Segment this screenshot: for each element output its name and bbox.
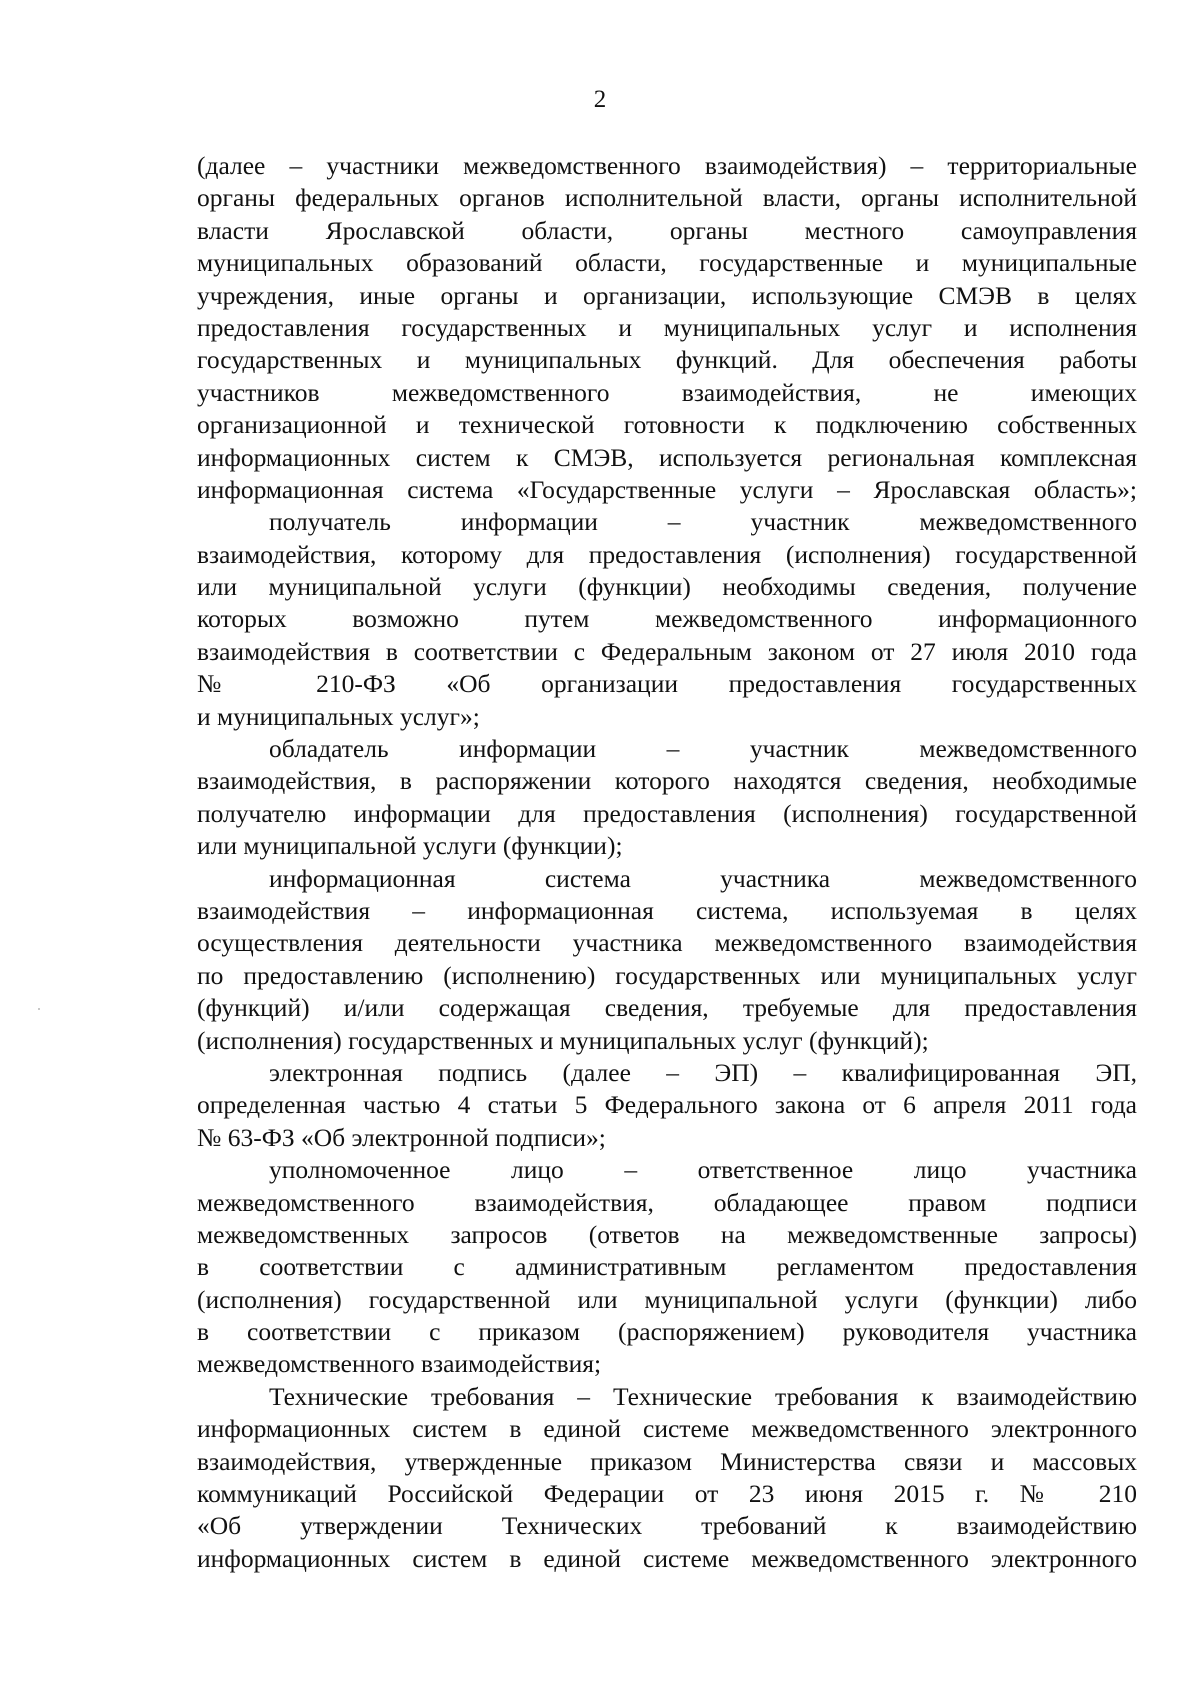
text-line: коммуникаций Российской Федерации от 23 июня 2015 г. № 210 <box>197 1479 1137 1509</box>
text-line: получателю информации для предоставления (исполнения) государственной <box>197 798 1137 828</box>
text-line: получатель информации – участник межведомственного <box>269 507 1137 537</box>
text-line: обладатель информации – участник межведомственного <box>269 734 1137 764</box>
text-line: № 210-ФЗ «Об организации предоставления государственных <box>197 669 1137 699</box>
text-line: муниципальных образований области, государственные и муниципальные <box>197 248 1137 278</box>
text-line: межведомственного взаимодействия; <box>197 1349 602 1379</box>
text-line: информационных систем в единой системе межведомственного электронного <box>197 1543 1137 1573</box>
text-line: № 63-ФЗ «Об электронной подписи»; <box>197 1122 606 1152</box>
text-line: организационной и технической готовности к подключению собственных <box>197 410 1137 440</box>
text-line: взаимодействия, утвержденные приказом Министерства связи и массовых <box>197 1446 1137 1476</box>
scan-speck <box>38 1008 40 1010</box>
text-line: по предоставлению (исполнению) государственных или муниципальных услуг <box>197 960 1137 990</box>
text-line: или муниципальной услуги (функции) необходимы сведения, получение <box>197 572 1137 602</box>
text-line: информационная система «Государственные услуги – Ярославская область»; <box>197 474 1137 504</box>
text-line: (далее – участники межведомственного взаимодействия) – территориальные <box>197 151 1137 180</box>
text-line: осуществления деятельности участника межведомственного взаимодействия <box>197 928 1137 958</box>
text-line: взаимодействия – информационная система, используемая в целях <box>197 895 1137 925</box>
text-line: органы федеральных органов исполнительной власти, органы исполнительной <box>197 183 1137 213</box>
text-line: власти Ярославской области, органы местного самоуправления <box>197 215 1137 245</box>
text-line: в соответствии с приказом (распоряжением) руководителя участника <box>197 1317 1137 1347</box>
page-number: 2 <box>593 86 607 113</box>
text-line: государственных и муниципальных функций. Для обеспечения работы <box>197 345 1137 375</box>
text-line: взаимодействия, которому для предоставления (исполнения) государственной <box>197 539 1137 569</box>
text-line: информационная система участника межведомственного <box>269 863 1137 893</box>
text-line: информационных систем к СМЭВ, используется региональная комплексная <box>197 442 1137 472</box>
text-line: определенная частью 4 статьи 5 Федерального закона от 6 апреля 2011 года <box>197 1090 1137 1120</box>
text-line: Технические требования – Технические требования к взаимодействию <box>269 1381 1137 1411</box>
text-line: межведомственных запросов (ответов на межведомственные запросы) <box>197 1219 1137 1249</box>
document-body <box>197 150 1137 1575</box>
text-line: участников межведомственного взаимодействия, не имеющих <box>197 377 1137 407</box>
text-line: предоставления государственных и муниципальных услуг и исполнения <box>197 312 1137 342</box>
text-line: уполномоченное лицо – ответственное лицо участника <box>269 1155 1137 1185</box>
text-line: «Об утверждении Технических требований к взаимодействию <box>197 1511 1137 1541</box>
text-line: взаимодействия в соответствии с Федеральным законом от 27 июля 2010 года <box>197 636 1137 666</box>
text-line: и муниципальных услуг»; <box>197 701 480 731</box>
text-line: или муниципальной услуги (функции); <box>197 831 623 861</box>
text-line: в соответствии с административным регламентом предоставления <box>197 1252 1137 1282</box>
text-line: информационных систем в единой системе межведомственного электронного <box>197 1414 1137 1444</box>
text-line: электронная подпись (далее – ЭП) – квалифицированная ЭП, <box>269 1057 1137 1087</box>
text-line: (исполнения) государственной или муниципальной услуги (функции) либо <box>197 1284 1137 1314</box>
text-line: межведомственного взаимодействия, обладающее правом подписи <box>197 1187 1137 1217</box>
text-line: (исполнения) государственных и муниципальных услуг (функций); <box>197 1025 929 1055</box>
text-line: которых возможно путем межведомственного информационного <box>197 604 1137 634</box>
text-line: (функций) и/или содержащая сведения, требуемые для предоставления <box>197 993 1137 1023</box>
text-line: учреждения, иные органы и организации, использующие СМЭВ в целях <box>197 280 1137 310</box>
text-line: взаимодействия, в распоряжении которого находятся сведения, необходимые <box>197 766 1137 796</box>
